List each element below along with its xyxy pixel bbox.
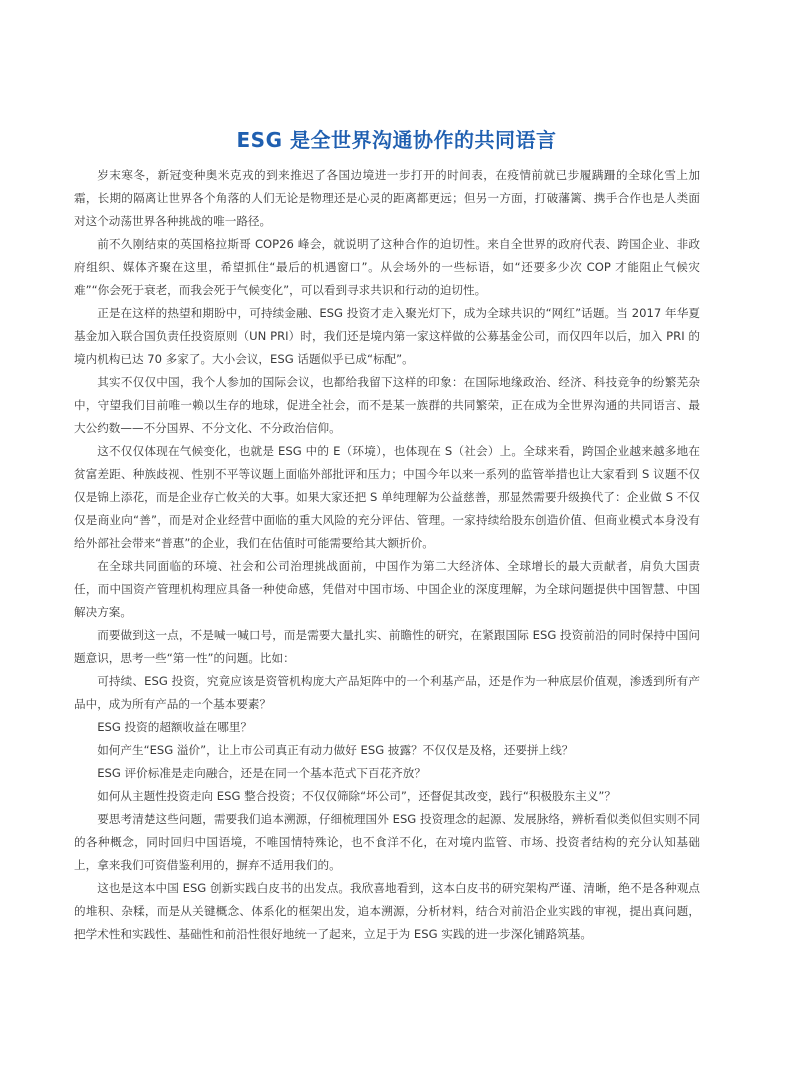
paragraph-4: 其实不仅仅中国，我个人参加的国际会议，也都给我留下这样的印象：在国际地缘政治、经济、科技竞争的纷繁芜杂中，守望我们目前唯一赖以生存的地球，促进全社会，而不是某一族群的共同繁荣，正在成为全世界沟通的共同语言、最大公约数——不分国界、不分文化、不分政治信仰。 bbox=[74, 375, 700, 435]
paragraph-9: 这也是这本中国 ESG 创新实践白皮书的出发点。我欣喜地看到，这本白皮书的研究架构严谨、清晰，绝不是各种观点的堆积、杂糅，而是从关键概念、体系化的框架出发，追本溯源，分析材料，结合对前沿企业实践的审视，提出真问题，把学术性和实践性、基础性和前沿性很好地统一了起来，立足于为 ESG 实践的进一步深化铺路筑基。 bbox=[74, 881, 700, 941]
paragraph-3: 正是在这样的热望和期盼中，可持续金融、ESG 投资才走入聚光灯下，成为全球共识的“网红”话题。当 2017 年华夏基金加入联合国负责任投资原则（UN PRI）时，我们还是境内第一家这样做的公募基金公司，而仅四年以后，加入 PRI 的境内机构已达 70 多家了。大小会议，ESG 话题似乎已成“标配”。 bbox=[74, 306, 700, 366]
paragraph-6: 在全球共同面临的环境、社会和公司治理挑战面前，中国作为第二大经济体、全球增长的最大贡献者，肩负大国责任，而中国资产管理机构理应具备一种使命感，凭借对中国市场、中国企业的深度理解，为全球问题提供中国智慧、中国解决方案。 bbox=[74, 559, 700, 619]
paragraph-2: 前不久刚结束的英国格拉斯哥 COP26 峰会，就说明了这种合作的迫切性。来自全世界的政府代表、跨国企业、非政府组织、媒体齐聚在这里，希望抓住“最后的机遇窗口”。从会场外的一些标语，如“还要多少次 COP 才能阻止气候灾难”“你会死于衰老，而我会死于气候变化”，可以看到寻求共识和行动的迫切性。 bbox=[74, 237, 700, 297]
document-body bbox=[74, 164, 700, 946]
question-1: 可持续、ESG 投资，究竟应该是资管机构庞大产品矩阵中的一个利基产品，还是作为一种底层价值观，渗透到所有产品中，成为所有产品的一个基本要素？ bbox=[74, 674, 700, 711]
question-2: ESG 投资的超额收益在哪里？ bbox=[97, 720, 253, 734]
document-title: ESG 是全世界沟通协作的共同语言 bbox=[236, 128, 557, 153]
question-4: ESG 评价标准是走向融合，还是在同一个基本范式下百花齐放？ bbox=[97, 766, 426, 780]
paragraph-7: 而要做到这一点，不是喊一喊口号，而是需要大量扎实、前瞻性的研究，在紧跟国际 ESG 投资前沿的同时保持中国问题意识，思考一些“第一性”的问题。比如： bbox=[74, 628, 700, 665]
paragraph-1: 岁末寒冬，新冠变种奥米克戎的到来推迟了各国边境进一步打开的时间表，在疫情前就已步履蹒跚的全球化雪上加霜，长期的隔离让世界各个角落的人们无论是物理还是心灵的距离都更远；但另一方面，打破藩篱、携手合作也是人类面对这个动荡世界各种挑战的唯一路径。 bbox=[74, 168, 700, 228]
question-5: 如何从主题性投资走向 ESG 整合投资；不仅仅筛除“坏公司”，还督促其改变，践行“积极股东主义”？ bbox=[97, 789, 617, 803]
paragraph-5: 这不仅仅体现在气候变化，也就是 ESG 中的 E（环境），也体现在 S（社会）上。全球来看，跨国企业越来越多地在贫富差距、种族歧视、性别不平等议题上面临外部批评和压力；中国今年以来一系列的监管举措也让大家看到 S 议题不仅仅是锦上添花，而是企业存亡攸关的大事。如果大家还把 S 单纯理解为公益慈善，那显然需要升级换代了：企业做 S 不仅仅是商业向“善”，而是对企业经营中面临的重大风险的充分评估、管理。一家持续给股东创造价值、但商业模式本身没有给外部社会带来“普惠”的企业，我们在估值时可能需要给其大额折价。 bbox=[74, 444, 700, 550]
paragraph-8: 要思考清楚这些问题，需要我们追本溯源，仔细梳理国外 ESG 投资理念的起源、发展脉络，辨析看似类似但实则不同的各种概念，同时回归中国语境，不唯国情特殊论，也不食洋不化，在对境内监管、市场、投资者结构的充分认知基础上，拿来我们可资借鉴利用的，摒弃不适用我们的。 bbox=[74, 812, 700, 872]
question-3: 如何产生“ESG 溢价”，让上市公司真正有动力做好 ESG 披露？不仅仅是及格，还要拼上线？ bbox=[97, 743, 574, 757]
